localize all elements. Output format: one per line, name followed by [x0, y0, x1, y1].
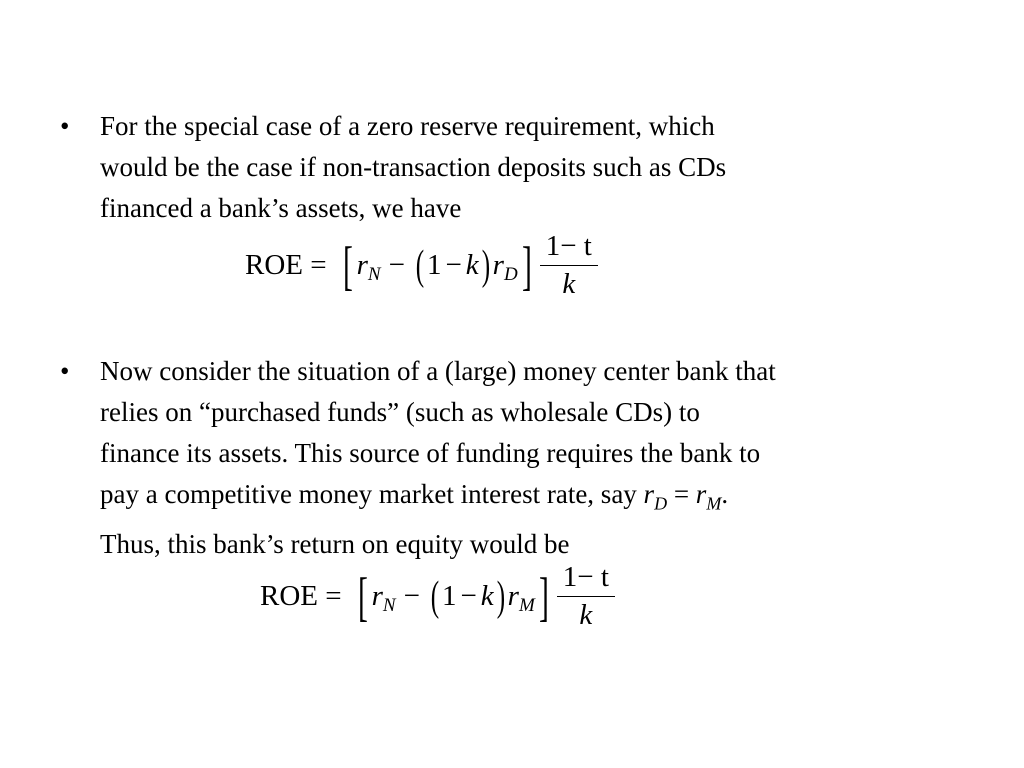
fraction-numerator: 1− t — [557, 563, 615, 597]
variable-r: r — [507, 580, 519, 612]
variable-r: r — [492, 249, 504, 281]
right-bracket: ] — [538, 566, 549, 627]
left-bracket: [ — [342, 235, 353, 296]
text-line: would be the case if non-transaction deposits such as CDs — [100, 152, 727, 182]
left-paren: ( — [415, 242, 425, 289]
number-one: 1 — [426, 249, 442, 281]
subscript: D — [503, 263, 518, 285]
text-line: Thus, this bank’s return on equity would be — [100, 529, 570, 560]
period: . — [721, 479, 729, 509]
variable-r: r — [371, 580, 383, 612]
minus-sign: − — [460, 580, 477, 612]
subscript: M — [706, 493, 722, 514]
bullet-paragraph-1 — [100, 106, 726, 229]
text-line: Now consider the situation of a (large) money center bank that — [100, 356, 776, 386]
equation-roe-money-market — [260, 563, 615, 630]
equals-sign: = — [667, 479, 696, 509]
text-line: For the special case of a zero reserve requirement, which — [100, 111, 715, 141]
equation-roe-deposits — [245, 232, 598, 299]
subscript: D — [654, 493, 668, 514]
right-paren: ) — [496, 573, 505, 620]
bullet-paragraph-2 — [100, 351, 776, 565]
equation-lhs: ROE = — [245, 249, 327, 281]
text-fragment: pay a competitive money market interest rate, say — [100, 479, 644, 509]
fraction-denominator: k — [562, 268, 576, 300]
fraction — [540, 232, 598, 299]
fraction-numerator: 1− t — [540, 232, 598, 266]
bullet-marker: • — [60, 356, 70, 386]
text-line — [100, 474, 776, 524]
text-line: financed a bank’s assets, we have — [100, 193, 462, 223]
bullet-marker: • — [60, 111, 70, 141]
subscript: N — [367, 263, 381, 285]
number-one: 1 — [441, 580, 457, 612]
variable-k: k — [465, 249, 479, 281]
minus-sign: − — [403, 580, 420, 612]
variable-r: r — [643, 479, 655, 509]
left-paren: ( — [430, 573, 440, 620]
variable-r: r — [356, 249, 368, 281]
variable-r: r — [695, 479, 707, 509]
minus-sign: − — [388, 249, 405, 281]
equation-lhs: ROE = — [260, 580, 342, 612]
subscript: N — [382, 594, 396, 616]
variable-k: k — [480, 580, 494, 612]
left-bracket: [ — [357, 566, 368, 627]
right-bracket: ] — [521, 235, 532, 296]
text-line: finance its assets. This source of funding requires the bank to — [100, 438, 761, 468]
subscript: M — [518, 594, 535, 616]
right-paren: ) — [481, 242, 490, 289]
fraction — [557, 563, 615, 630]
fraction-denominator: k — [579, 599, 593, 631]
text-line: relies on “purchased funds” (such as wholesale CDs) to — [100, 397, 700, 427]
minus-sign: − — [445, 249, 462, 281]
